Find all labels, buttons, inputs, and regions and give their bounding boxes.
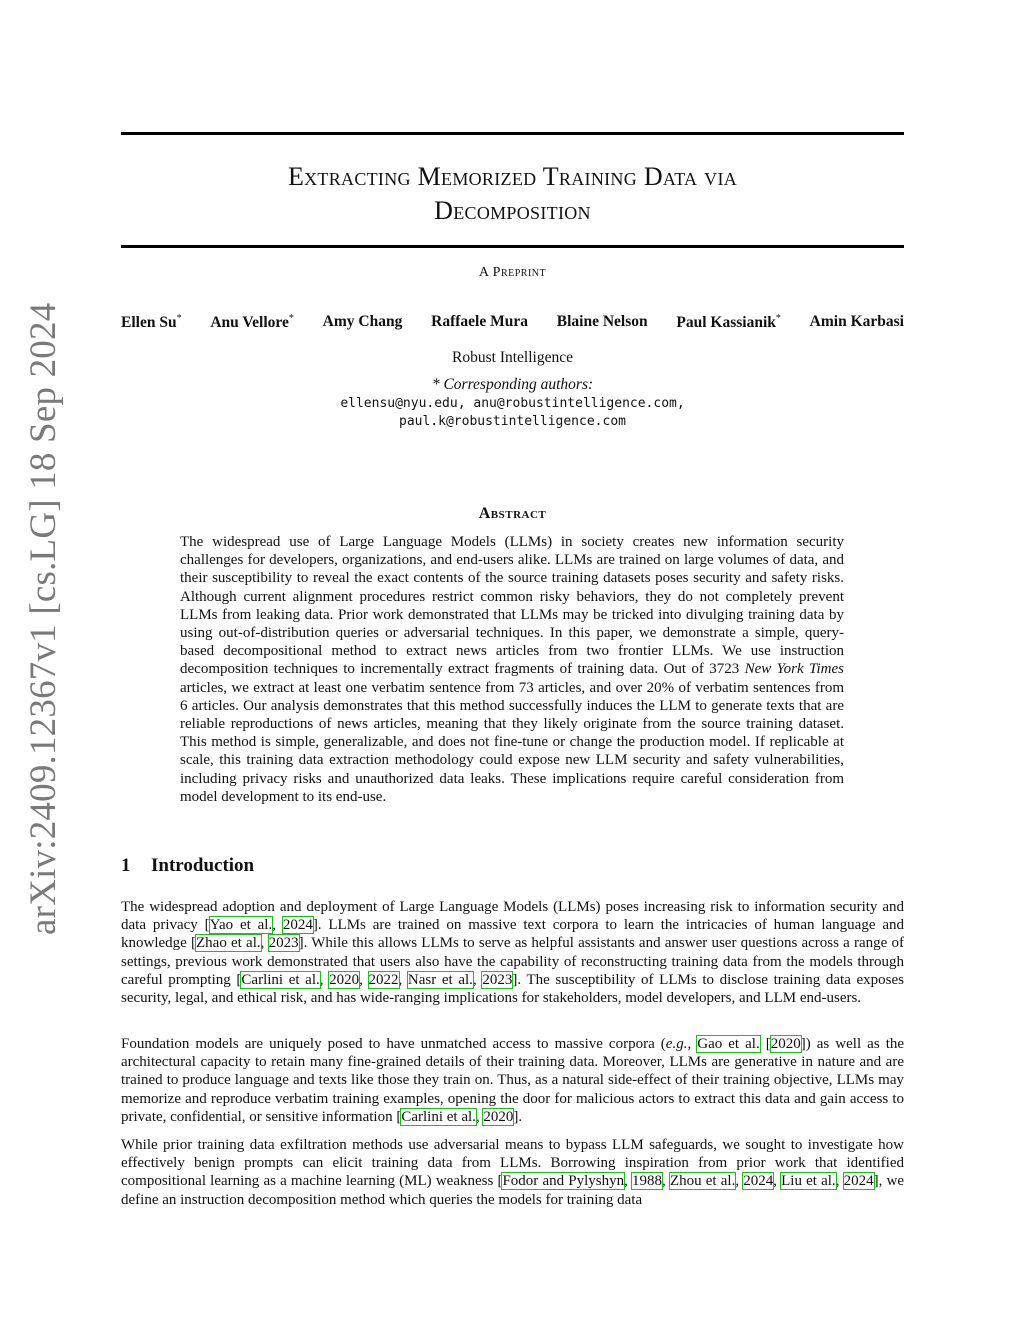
- citation-link[interactable]: Fodor and Pylyshyn: [502, 1173, 625, 1190]
- email-line: ellensu@nyu.edu, anu@robustintelligence.com,: [340, 396, 685, 411]
- citation-link[interactable]: Yao et al.: [209, 917, 273, 934]
- citation-link[interactable]: Gao et al.: [697, 1036, 760, 1052]
- citation-link[interactable]: Nasr et al.: [407, 971, 473, 988]
- intro-paragraph-3: While prior training data exfiltration methods use adversarial means to bypass LLM safeguards, we sought to investigate how effectively benign prompts can elicit training data from LLMs. Borrowing inspiration from prior work that identified compositional learning as a machine learning (ML) weakness [Fodor and Pylyshyn, 1988, Zhou et al., 2024, Liu et al., 2024], we define an instruction decomposition method which queries the models for training data: [121, 1137, 904, 1208]
- intro-paragraph-2: Foundation models are uniquely posed to have unmatched access to massive corpora (e.g., Gao et al. [2020]) as well as the architectural capacity to retain many fine-grained details of their training data. Moreover, LLMs are generative in nature and are trained to produce language and texts like those they train on. Thus, as a natural side-effect of their training objective, LLMs may memorize and reproduce verbatim training examples, opening the door for malicious actors to extract this data and gain access to private, confidential, or sensitive information [Carlini et al., 2020].: [121, 1036, 905, 1125]
- author: Amy Chang: [322, 313, 403, 330]
- paper-title: [121, 160, 904, 228]
- title-rule-top: [121, 132, 904, 135]
- section-heading-introduction: 1 Introduction: [121, 855, 255, 876]
- citation-link[interactable]: Zhou et al.: [669, 1173, 736, 1190]
- citation-link[interactable]: 2023: [482, 971, 513, 988]
- citation-link[interactable]: 2020: [329, 971, 360, 988]
- title-rule-bottom: [121, 245, 904, 248]
- title-line-1: Extracting Memorized Training Data via: [287, 162, 738, 191]
- citation-link[interactable]: 2020: [770, 1036, 801, 1052]
- corresponding-label: * Corresponding authors:: [431, 376, 594, 393]
- citation-link[interactable]: Carlini et al.: [401, 1108, 476, 1125]
- intro-paragraph-1: The widespread adoption and deployment of Large Language Models (LLMs) poses increasing risk to information security and data privacy [Yao et al., 2024]. LLMs are trained on massive text corpora to learn the intricacies of human language and knowledge [Zhao et al., 2023]. While this allows LLMs to serve as helpful assistants and answer user questions across a range of settings, previous work demonstrated that users also have the capability of reconstructing training data from the models through careful prompting [Carlini et al., 2020, 2022, Nasr et al., 2023]. The susceptibility of LLMs to disclose training data exposes security, legal, and ethical risk, and has wide-ranging implications for stakeholders, model developers, and LLM end-users.: [121, 899, 905, 1007]
- author: Blaine Nelson: [556, 313, 648, 330]
- author-list: [121, 313, 904, 332]
- author: Anu Vellore*: [210, 313, 294, 332]
- citation-link[interactable]: 2024: [282, 917, 313, 934]
- citation-link[interactable]: Carlini et al.: [241, 971, 320, 988]
- citation-link[interactable]: Liu et al.: [781, 1173, 836, 1190]
- abstract-text: The widespread use of Large Language Models (LLMs) in society creates new information security challenges for developers, organizations, and end-users alike. LLMs are trained on large volumes of data, and their susceptibility to reveal the exact contents of the source training datasets poses security and safety risks. Although current alignment procedures restrict common risky behaviors, they do not completely prevent LLMs from leaking data. Prior work demonstrated that LLMs may be tricked into divulging training data by using out-of-distribution queries or adversarial techniques. In this paper, we demonstrate a simple, query-based decompositional method to extract news articles from two frontier LLMs. We use instruction decomposition techniques to incrementally extract fragments of training data. Out of 3723 New York Times articles, we extract at least one verbatim sentence from 73 articles, and over 20% of verbatim sentences from 6 articles. Our analysis demonstrates that this method successfully induces the LLM to generate texts that are reliable reproductions of news articles, meaning that they likely originate from the source training dataset. This method is simple, generalizable, and does not fine-tune or change the production model. If replicable at scale, this training data extraction methodology could expose new LLM security and safety vulnerabilities, including privacy risks and unauthorized data leaks. These implications require careful consideration from model development to its end-use.: [180, 534, 844, 805]
- corresponding-emails: [121, 395, 904, 431]
- author: Amin Karbasi: [809, 313, 904, 330]
- author: Paul Kassianik*: [676, 313, 781, 332]
- abstract-heading: Abstract: [478, 505, 547, 522]
- citation-link[interactable]: Zhao et al.: [196, 935, 261, 952]
- citation-link[interactable]: 2024: [843, 1173, 874, 1190]
- preprint-label: A Preprint: [478, 265, 547, 280]
- affiliation: Robust Intelligence: [452, 349, 573, 366]
- arxiv-watermark: arXiv:2409.12367v1 [cs.LG] 18 Sep 2024: [23, 302, 64, 935]
- author: Ellen Su*: [121, 313, 182, 332]
- author: Raffaele Mura: [431, 313, 528, 330]
- citation-link[interactable]: 2020: [483, 1108, 514, 1125]
- citation-link[interactable]: 2022: [368, 971, 399, 988]
- citation-link[interactable]: 2024: [743, 1173, 774, 1190]
- citation-link[interactable]: 2023: [268, 935, 299, 952]
- email-line: paul.k@robustintelligence.com: [399, 414, 626, 429]
- citation-link[interactable]: 1988: [632, 1173, 663, 1190]
- title-line-2: Decomposition: [434, 196, 591, 225]
